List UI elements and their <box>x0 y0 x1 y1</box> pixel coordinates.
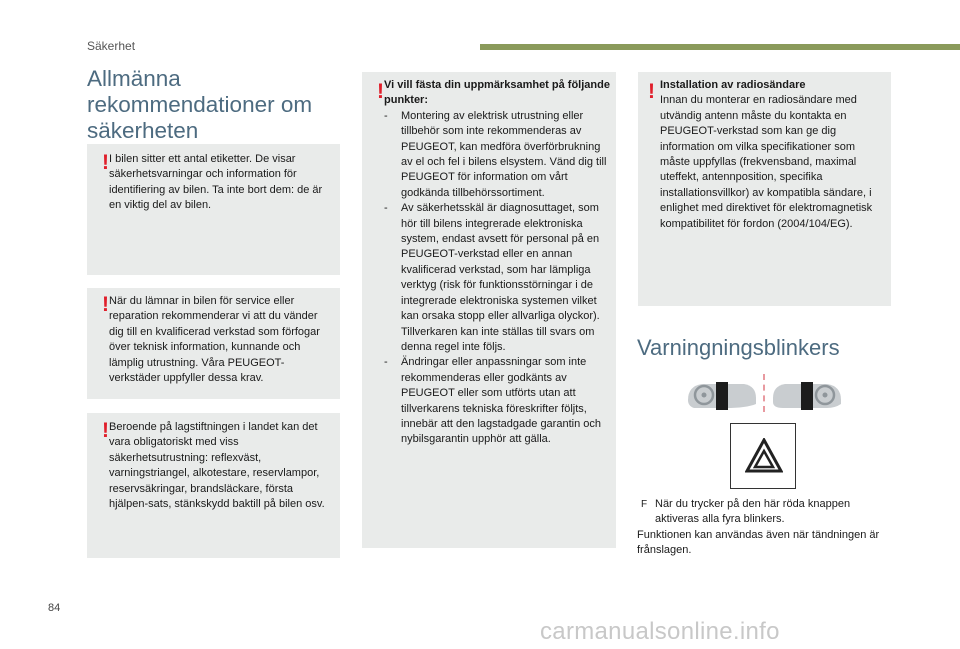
watermark: carmanualsonline.info <box>540 618 780 645</box>
dashboard-lhd-illustration <box>686 378 758 412</box>
list-item <box>384 355 610 447</box>
page-title: Allmänna rekommendationer om säkerheten <box>87 66 313 143</box>
warning-box-accessories <box>362 72 616 548</box>
radio-heading: Installation av radiosändare <box>660 79 806 91</box>
accessories-heading: Vi vill fästa din uppmärksamhet på följande punkter: <box>384 79 610 107</box>
hazard-instruction <box>637 497 897 559</box>
warning-box-service <box>87 288 340 399</box>
drive-divider <box>763 374 767 412</box>
warning-icon: ! <box>648 80 655 103</box>
warning-box-equipment <box>87 413 340 558</box>
list-item-text: Ändringar eller anpassningar som inte rekommenderas eller godkänts av PEUGEOT eller som utförts utan att tillverkarens tekniska föreskrifter följts, innebär att den lagstadgade garantin och nybilsgarantin upphör att gälla. <box>401 356 601 446</box>
header-accent-bar <box>480 44 960 50</box>
warning-icon: ! <box>102 151 109 174</box>
dash-marker: - <box>384 109 388 122</box>
arrow-bullet-icon: F <box>641 499 648 510</box>
radio-content <box>660 78 888 232</box>
list-item <box>384 109 610 201</box>
warning-box-radio <box>638 72 891 306</box>
warning-icon: ! <box>102 293 109 316</box>
warning-text: Beroende på lagstiftningen i landet kan det vara obligatoriskt med viss säkerhetsutrustning: reflexväst, varningstriangel, alkotestare, reservlampor, reservsäkringar, brandsläckare, första hjälpen-sats, stänkskydd baktill på bilen osv. <box>109 421 325 511</box>
page-number: 84 <box>48 602 61 614</box>
hazard-button-illustration <box>730 423 796 489</box>
warning-icon: ! <box>377 80 384 103</box>
warning-text: När du lämnar in bilen för service eller reparation rekommenderar vi att du vänder dig till en kvalificerad verkstad som förfogar över teknisk information, kunnande och lämplig utrustning. Våra PEUGEOT-verkstäder uppfyller dessa krav. <box>109 295 320 385</box>
list-item <box>384 201 610 355</box>
dash-marker: - <box>384 356 388 369</box>
center-console <box>716 382 728 410</box>
hazard-section-title: Varningningsblinkers <box>637 335 840 360</box>
dashboard-rhd-illustration <box>771 378 843 412</box>
warning-icon: ! <box>102 419 109 442</box>
hazard-note: Funktionen kan användas även när tändningen är frånslagen. <box>637 528 880 557</box>
hazard-bullet-text: När du trycker på den här röda knappen aktiveras alla fyra blinkers. <box>655 498 851 526</box>
accessories-list <box>384 109 610 448</box>
list-item-text: Montering av elektrisk utrustning eller tillbehör som inte rekommenderas av PEUGEOT, kan medföra överförbrukning av el och fel i bilens elsystem. Vänd dig till PEUGEOT för information om vårt godkända tillbehörssortiment. <box>401 109 607 199</box>
warning-text: I bilen sitter ett antal etiketter. De visar säkerhetsvarningar och information för identifiering av bilen. Ta inte bort dem: de är en viktig del av bilen. <box>109 153 323 212</box>
hazard-triangle-icon <box>745 438 783 474</box>
center-console <box>801 382 813 410</box>
list-item-text: Av säkerhetsskäl är diagnosuttaget, som hör till bilens integrerade elektroniska system, endast avsett för personal på en PEUGEOT-verkstad eller en annan kvalificerad verkstad, som har lämpliga verktyg (risk för funktionsstörningar i de integrerade elektroniska systemen vilket kan orsaka stopp eller allvarliga olyckor). Tillverkaren kan inte ställas till svars om denna regel inte följs. <box>401 202 600 353</box>
dash-marker: - <box>384 202 388 215</box>
accessories-content <box>384 78 610 448</box>
section-label: Säkerhet <box>87 39 136 53</box>
radio-text: Innan du monterar en radiosändare med utvändig antenn måste du kontakta en PEUGEOT-verkstad som kan ge dig information om vilka specifikationer som måste uppfyllas (frekvensband, maximal uteffekt, antennposition, specifika installationsvillkor) av kompatibla sändare, i enlighet med direktivet för elektromagnetisk kompatibilitet för fordon (2004/104/EG). <box>660 94 873 230</box>
warning-box-labels <box>87 144 340 275</box>
